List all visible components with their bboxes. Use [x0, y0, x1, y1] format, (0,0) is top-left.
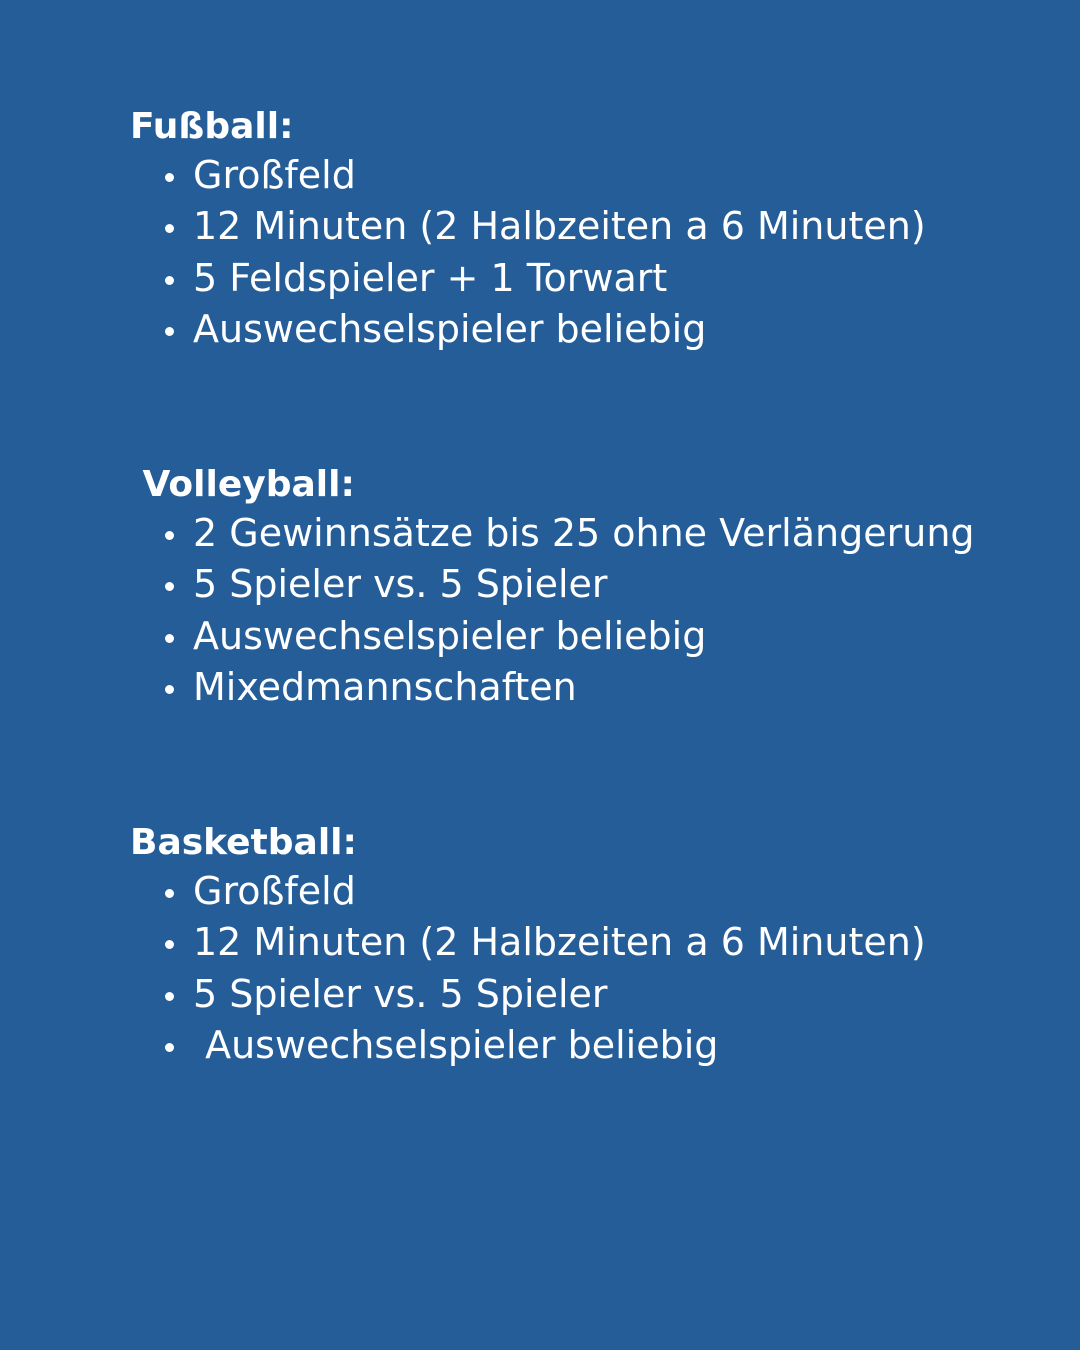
- bullet-icon: [165, 685, 174, 694]
- section-basketball: [130, 820, 1030, 1071]
- list-item-text: 5 Spieler vs. 5 Spieler: [193, 971, 608, 1016]
- section-heading: Basketball:: [130, 822, 357, 863]
- list-item-text: Auswechselspieler beliebig: [193, 306, 707, 351]
- list-item-text: 5 Feldspieler + 1 Torwart: [193, 255, 668, 300]
- bullet-icon: [165, 224, 174, 233]
- list-item: [130, 969, 1030, 1020]
- list-item-text: Auswechselspieler beliebig: [193, 613, 707, 658]
- list-item: [130, 201, 1030, 252]
- rules-list: [130, 150, 1030, 355]
- section-heading: Fußball:: [130, 106, 294, 147]
- list-item-text: Großfeld: [193, 869, 356, 913]
- list-item: [130, 917, 1030, 968]
- bullet-icon: [165, 531, 174, 540]
- list-item: [130, 253, 1030, 304]
- list-item-text: 12 Minuten (2 Halbzeiten a 6 Minuten): [193, 920, 926, 965]
- list-item-text: 12 Minuten (2 Halbzeiten a 6 Minuten): [193, 204, 926, 249]
- list-item-text: Großfeld: [193, 153, 356, 197]
- rules-list: [130, 508, 1030, 713]
- section-fussball: [130, 104, 1030, 355]
- bullet-icon: [165, 992, 174, 1001]
- list-item: [130, 559, 1030, 610]
- list-item: [130, 304, 1030, 355]
- rules-list: [130, 866, 1030, 1071]
- list-item: [130, 508, 1030, 559]
- bullet-icon: [165, 276, 174, 285]
- list-item: [130, 866, 1030, 917]
- list-item: [130, 150, 1030, 201]
- bullet-icon: [165, 889, 174, 898]
- section-heading: Volleyball:: [130, 464, 355, 505]
- list-item: [130, 662, 1030, 713]
- bullet-icon: [165, 173, 174, 182]
- section-volleyball: [130, 462, 1030, 713]
- list-item-text: Auswechselspieler beliebig: [193, 1022, 719, 1067]
- bullet-icon: [165, 327, 174, 336]
- bullet-icon: [165, 940, 174, 949]
- list-item: [130, 1020, 1030, 1071]
- bullet-icon: [165, 582, 174, 591]
- list-item: [130, 611, 1030, 662]
- bullet-icon: [165, 634, 174, 643]
- list-item-text: 2 Gewinnsätze bis 25 ohne Verlängerung: [193, 511, 975, 555]
- list-item-text: 5 Spieler vs. 5 Spieler: [193, 562, 608, 607]
- bullet-icon: [165, 1043, 174, 1052]
- list-item-text: Mixedmannschaften: [193, 664, 577, 709]
